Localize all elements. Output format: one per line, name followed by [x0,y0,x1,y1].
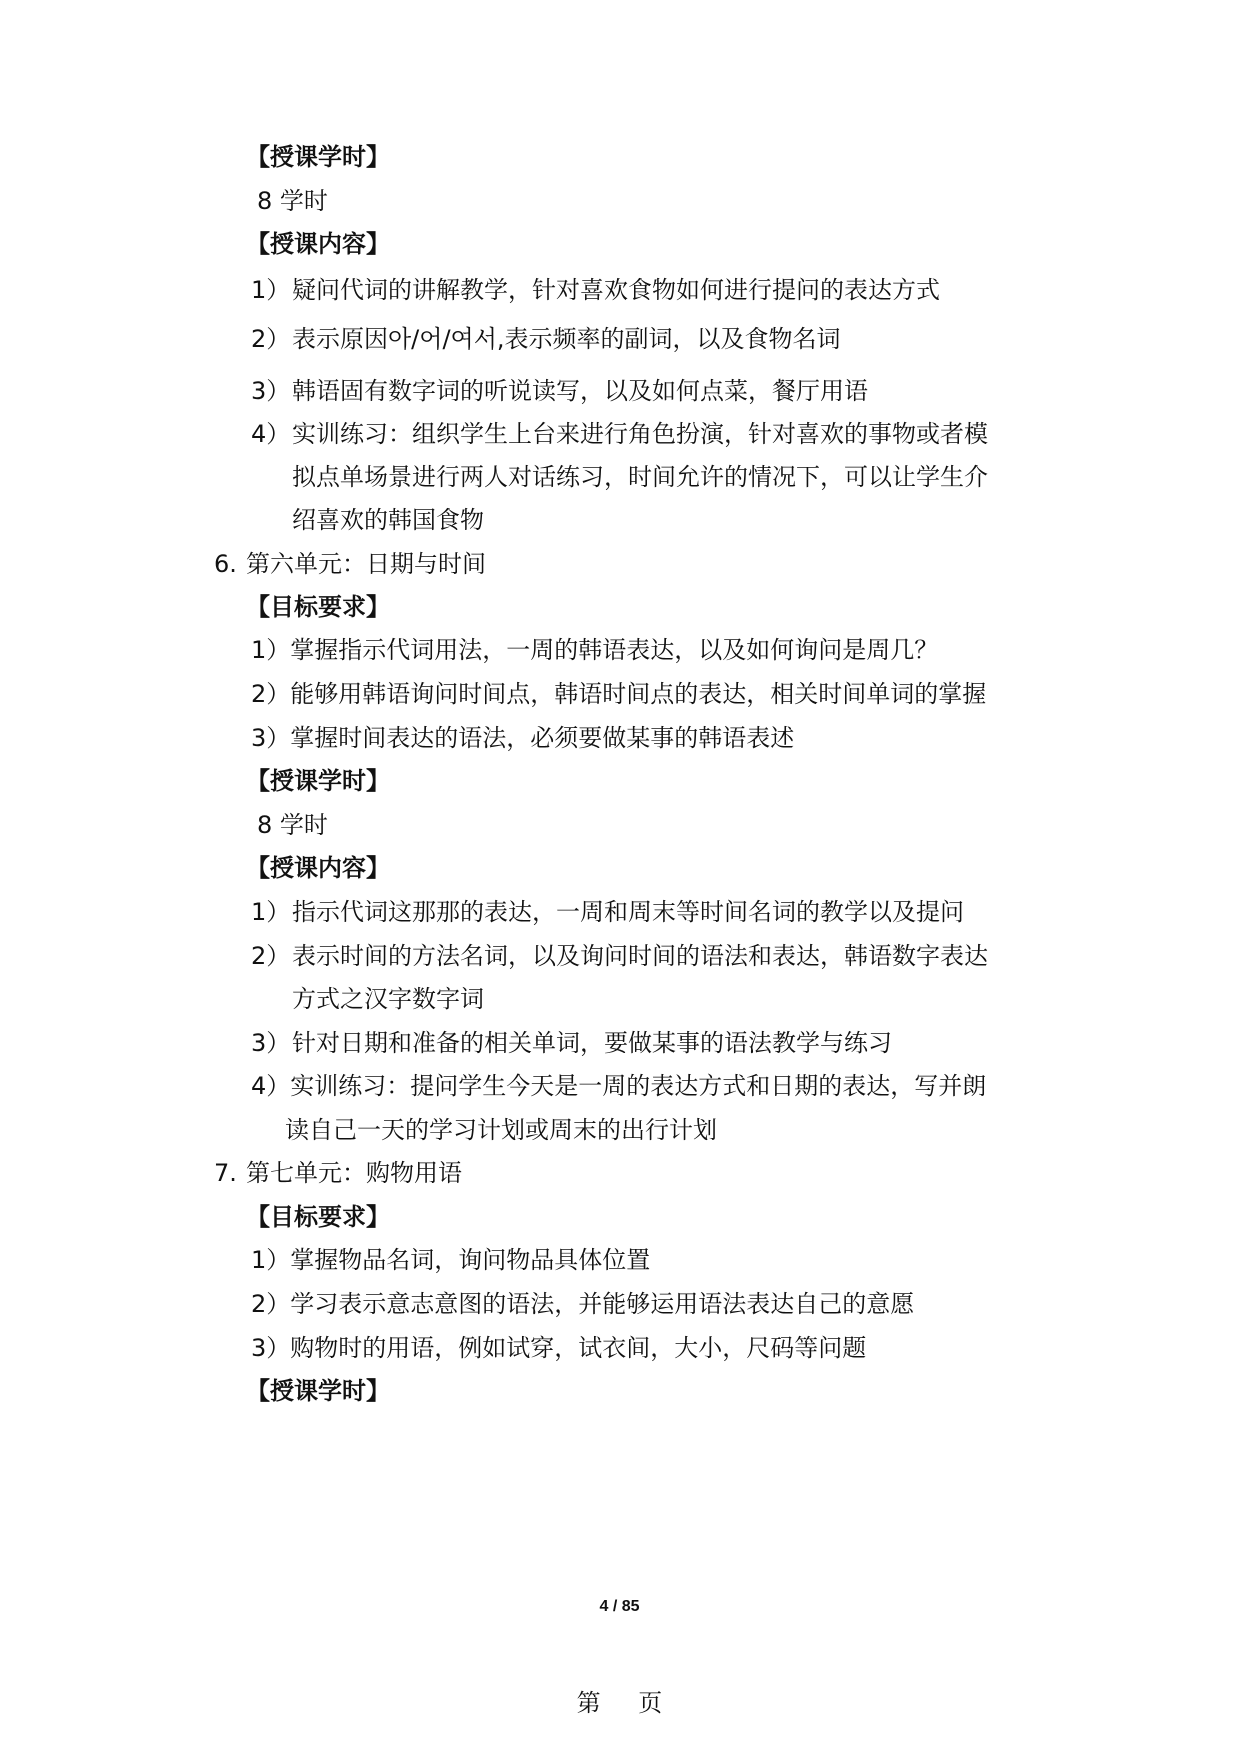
page-number: 4 / 85 [599,1598,640,1615]
list-item: 指示代词这那那的表达，一周和周末等时间名词的教学以及提问 [292,898,964,926]
list-item-continuation: 方式之汉字数字词 [292,985,484,1013]
list-item: 表示原因아/어/여서,表示频率的副词，以及食物名词 [292,325,841,353]
section-heading: 【目标要求】 [246,1203,390,1231]
objective-item: 2）学习表示意志意图的语法，并能够运用语法表达自己的意愿 [251,1290,915,1318]
list-number: 1） [251,898,291,926]
section-heading: 【授课学时】 [246,1377,390,1405]
section-heading: 【目标要求】 [246,593,390,621]
list-number: 1） [251,276,291,304]
objective-item: 3）掌握时间表达的语法，必须要做某事的韩语表述 [251,724,795,752]
list-item: 实训练习：组织学生上台来进行角色扮演，针对喜欢的事物或者模 [292,420,988,448]
list-item: 表示时间的方法名词，以及询问时间的语法和表达，韩语数字表达 [292,942,988,970]
list-item: 4）实训练习：提问学生今天是一周的表达方式和日期的表达，写并朗 [251,1072,987,1100]
section-heading: 【授课内容】 [246,854,390,882]
objective-item: 1）掌握物品名词，询问物品具体位置 [251,1246,651,1274]
list-item-continuation: 读自己一天的学习计划或周末的出行计划 [285,1116,717,1144]
unit-title: 第六单元：日期与时间 [246,550,486,578]
objective-item: 1）掌握指示代词用法，一周的韩语表达，以及如何询问是周几？ [251,636,939,664]
list-number: 2） [251,942,291,970]
section-heading: 【授课内容】 [246,230,390,258]
list-item: 韩语固有数字词的听说读写，以及如何点菜，餐厅用语 [292,377,868,405]
list-item-continuation: 绍喜欢的韩国食物 [292,506,484,534]
list-item: 针对日期和准备的相关单词，要做某事的语法教学与练习 [292,1029,892,1057]
section-heading: 【授课学时】 [246,767,390,795]
section-heading: 【授课学时】 [246,143,390,171]
objective-item: 2）能够用韩语询问时间点，韩语时间点的表达，相关时间单词的掌握 [251,680,987,708]
hours-value: 8 学时 [257,187,328,215]
list-number: 4） [251,420,291,448]
hours-value: 8 学时 [257,811,328,839]
page-footer-label: 第 页 [576,1689,663,1717]
list-number: 3） [251,377,291,405]
list-item: 疑问代词的讲解教学，针对喜欢食物如何进行提问的表达方式 [292,276,940,304]
unit-title: 第七单元：购物用语 [246,1159,462,1187]
list-item-continuation: 拟点单场景进行两人对话练习，时间允许的情况下，可以让学生介 [292,463,988,491]
objective-item: 3）购物时的用语，例如试穿，试衣间，大小，尺码等问题 [251,1334,867,1362]
list-number: 2） [251,325,291,353]
unit-number: 6. [214,550,237,578]
list-number: 3） [251,1029,291,1057]
unit-number: 7. [214,1159,237,1187]
